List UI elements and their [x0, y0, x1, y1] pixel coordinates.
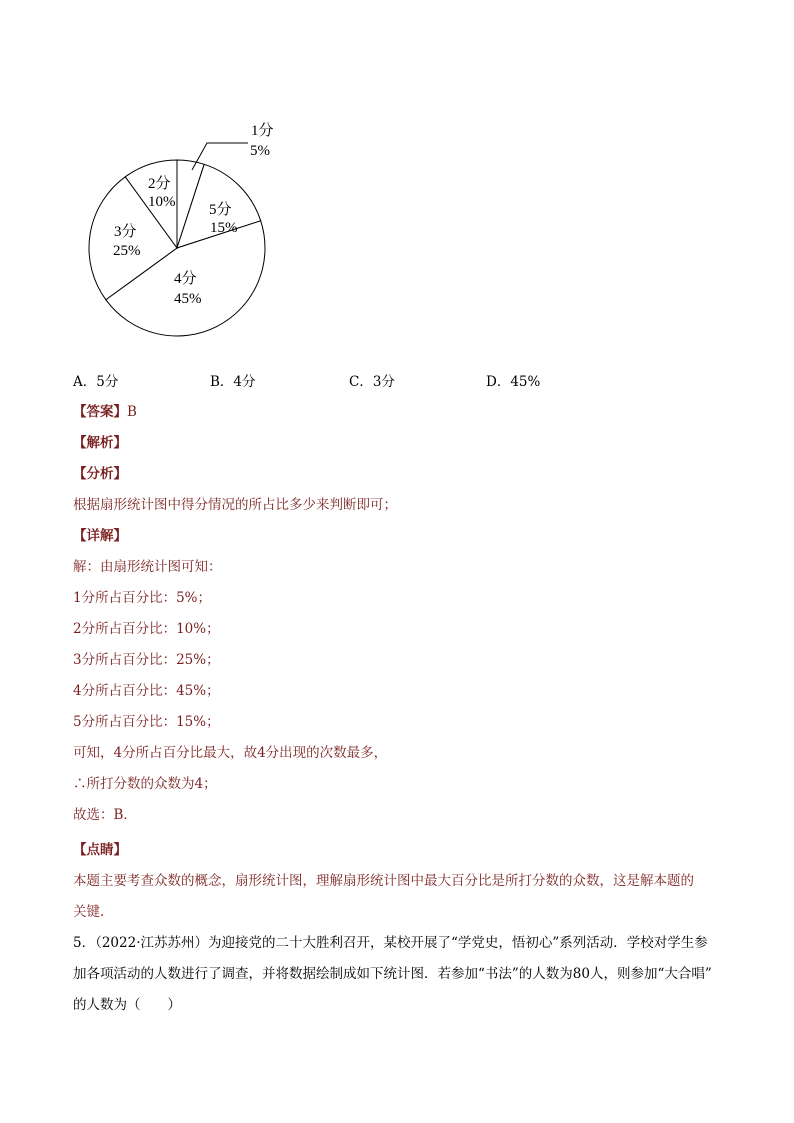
- xiangjie-line-1: 解：由扇形统计图可知：: [73, 559, 222, 575]
- xiangjie-line-2: 1分所占百分比：5%；: [73, 590, 212, 606]
- xiangjie-line-7: 可知，4分所占百分比最大，故4分出现的次数最多，: [73, 745, 388, 761]
- jiexi-tag: 【解析】: [73, 435, 127, 451]
- slice-label-4: 4分: [174, 271, 197, 287]
- question5-line-1: 5．（2022·江苏苏州）为迎接党的二十大胜利召开，某校开展了“学党史，悟初心”系列活动．学校对学生参: [73, 935, 708, 951]
- option-a: A．5分: [73, 374, 119, 390]
- slice-label-1: 1分: [251, 123, 274, 139]
- option-b: B．4分: [210, 374, 256, 390]
- answer-line: [73, 402, 137, 422]
- slice-label-3: 3分: [114, 224, 137, 240]
- pie-chart: [80, 110, 280, 350]
- xiangjie-line-6: 5分所占百分比：15%；: [73, 714, 220, 730]
- answer-value: B: [127, 404, 137, 420]
- xiangjie-line-8: ∴所打分数的众数为4；: [73, 776, 217, 792]
- slice-value-1: 5%: [250, 143, 270, 159]
- xiangjie-line-4: 3分所占百分比：25%；: [73, 652, 220, 668]
- slice-value-3: 25%: [113, 243, 141, 259]
- question5-line-2: 加各项活动的人数进行了调查，并将数据绘制成如下统计图．若参加“书法”的人数为80人，则参加“大合唱”: [73, 966, 712, 982]
- xiangjie-tag: 【详解】: [73, 528, 127, 544]
- dianjing-line-2: 关键．: [73, 904, 114, 920]
- slice-label-5: 5分: [209, 202, 232, 218]
- question5-line-3: 的人数为（ ）: [73, 997, 181, 1013]
- xiangjie-line-5: 4分所占百分比：45%；: [73, 683, 220, 699]
- fenxi-text: 根据扇形统计图中得分情况的所占比多少来判断即可；: [73, 497, 397, 513]
- option-c: C．3分: [349, 374, 395, 390]
- slice-value-2: 10%: [148, 194, 176, 210]
- slice-value-5: 15%: [210, 220, 238, 236]
- fenxi-tag: 【分析】: [73, 466, 127, 482]
- answer-tag: 【答案】: [73, 404, 127, 420]
- slice-value-4: 45%: [174, 291, 202, 307]
- dianjing-line-1: 本题主要考查众数的概念，扇形统计图，理解扇形统计图中最大百分比是所打分数的众数，这是解本题的: [73, 873, 694, 889]
- xiangjie-line-3: 2分所占百分比：10%；: [73, 621, 220, 637]
- xiangjie-line-9: 故选：B．: [73, 807, 137, 823]
- dianjing-tag: 【点睛】: [73, 842, 127, 858]
- option-d: D．45%: [486, 374, 541, 390]
- slice-label-2: 2分: [148, 176, 171, 192]
